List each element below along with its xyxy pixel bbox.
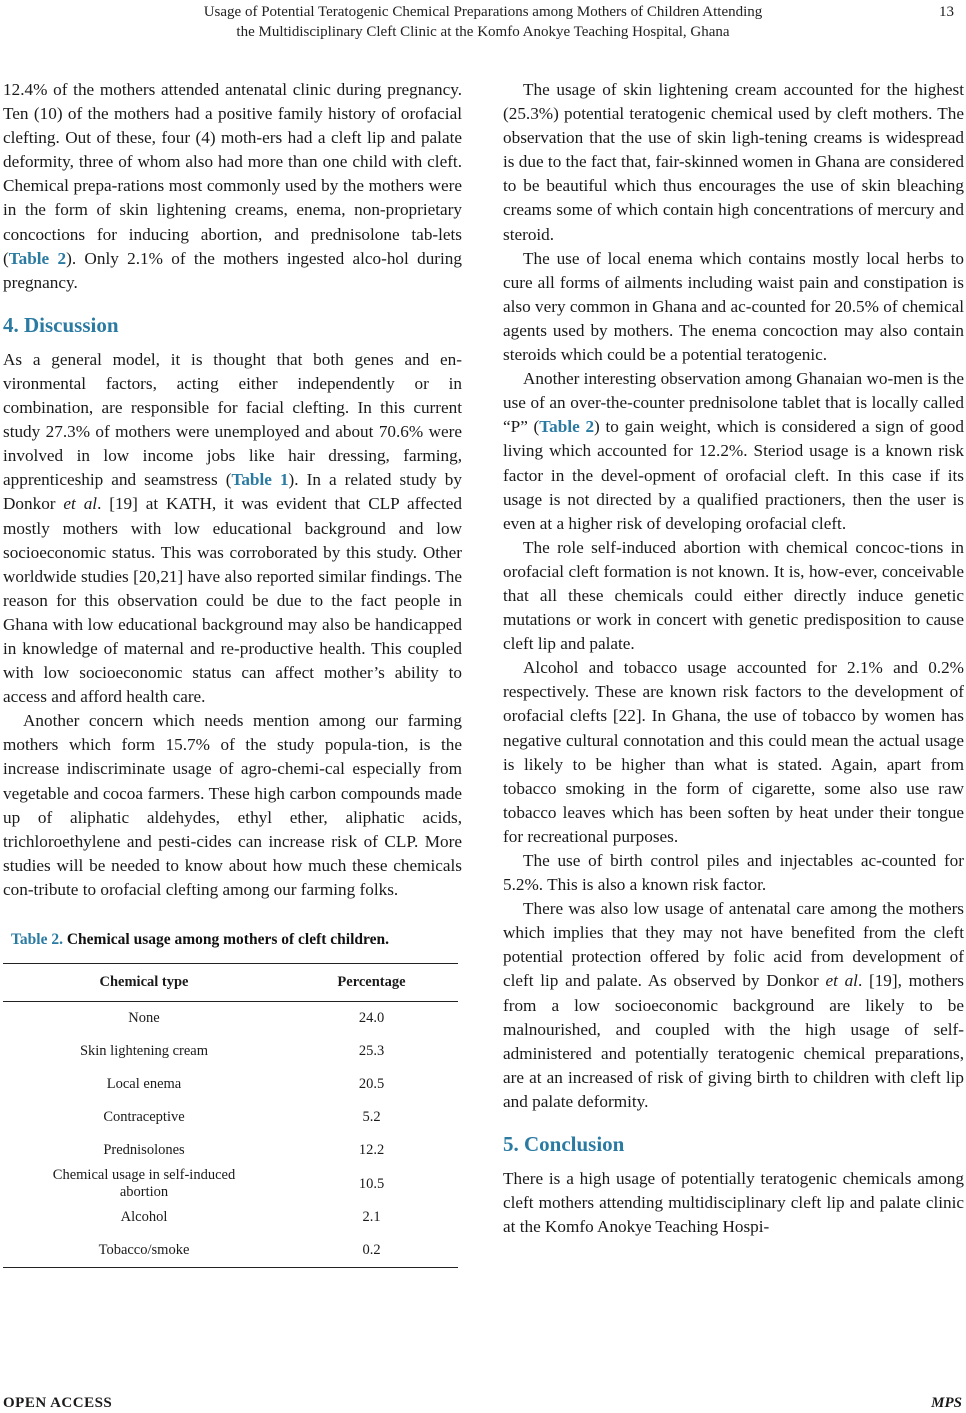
- table-row: [3, 1035, 458, 1068]
- table-caption: [3, 930, 462, 950]
- table-cell: 0.2: [362, 1242, 381, 1258]
- text: . [19] at KATH, it was evident that CLP affected mostly mothers with low educational background and low socioeconomic status. This was corroborated by this study. Other worldwide studies [20,21] have also reported similar findings. The reason for this observation could be due to the fact people in Ghana with low educational background may also be handicapped in knowledge of maternal and re-productive health. This coupled with low socioeconomic status can affect mother’s ability to access and afford health care.: [3, 494, 462, 707]
- paragraph: [503, 897, 964, 1114]
- chemical-usage-table: [3, 963, 458, 1268]
- paragraph: There is a high usage of potentially teratogenic chemicals among cleft mothers attending multidisciplinary cleft lip and palate clinic at the Komfo Anokye Teaching Hospi-: [503, 1169, 964, 1237]
- table-cell: Skin lightening cream: [79, 1043, 209, 1059]
- paragraph: The use of birth control piles and injectables ac-counted for 5.2%. This is also a known risk factor.: [503, 851, 964, 895]
- text: ) to gain weight, which is considered a sign of good living which accounted for 12.2%. Steriod usage is a known risk factor in the devel-opment of orofacial cleft. In this case if its usage is not directed by a qualified practioners, then the user is even at a higher risk of developing orofacial cleft.: [503, 417, 964, 533]
- table-cell: Alcohol: [120, 1209, 168, 1225]
- running-title-line1: Usage of Potential Teratogenic Chemical Preparations among Mothers of Children Attending: [203, 4, 763, 20]
- table-1-link[interactable]: Table 1: [231, 470, 289, 490]
- table-cell: 25.3: [358, 1043, 385, 1059]
- table-cell: Local enema: [106, 1076, 182, 1092]
- table-row: [3, 1068, 458, 1101]
- text: Another interesting observation among Ghanaian wo-men is the use of an over-the-counter prednisolone tablet that is locally called “P” (: [503, 369, 964, 437]
- paragraph: Alcohol and tobacco usage accounted for 2.1% and 0.2% respectively. These are known risk factors to the development of orofacial clefts [22]. In Ghana, the use of tobacco by women has negative cultural connotation and this could mean the actual usage is likely to be higher than what is stated. Again, apart from tobacco smoking in the form of cigarette, some also use raw tobacco leaves which has been soften by heat under their tongue for recreational purposes.: [503, 658, 964, 846]
- table-cell: 12.2: [358, 1142, 385, 1158]
- paragraph: The role self-induced abortion with chemical concoc-tions in orofacial cleft formation is not known. It is, how-ever, conceivable that all these chemicals could either directly induce genetic mutations or work in concert with genetic predisposition to cause cleft lip and palate.: [503, 537, 964, 654]
- text: ). In a related study by Donkor: [3, 470, 462, 514]
- table-2-link[interactable]: Table 2: [8, 248, 67, 268]
- running-title: [120, 2, 846, 42]
- text: As a general model, it is thought that both genes and en-vironmental factors, acting either independently or in combination, are responsible for facial clefting. In this current study 27.3% of mothers were unemployed and about 70.6% were involved in low income jobs like hair dressing, farming, apprenticeship and seamstress (: [3, 349, 462, 490]
- journal-abbrev: MPS: [931, 1395, 962, 1411]
- et-al: et al: [825, 971, 858, 991]
- table-cell: Prednisolones: [103, 1142, 185, 1158]
- table-cell: 20.5: [358, 1076, 385, 1092]
- paragraph: The use of local enema which contains mostly local herbs to cure all forms of ailments including waist pain and constipation is also very common in Ghana and ac-counted for 20.5% of chemical agents used by mothers. The enema concoction may also contain steroids which could be a potential teratogenic.: [503, 248, 964, 365]
- table-label: Table 2.: [11, 931, 63, 948]
- section-heading-discussion: 4. Discussion: [3, 312, 119, 337]
- table-row: [3, 1134, 458, 1167]
- paragraph: The usage of skin lightening cream accounted for the highest (25.3%) potential teratogenic chemical used by cleft mothers. The observation that the use of skin ligh-tening creams is widespread is due to the fact that, fair-skinned women in Ghana are considered to be beautiful which thus encourages the use of skin bleaching creams some of which contain high concentrations of mercury and steroid.: [503, 80, 964, 244]
- table-cell: Chemical usage in self-induced abortion: [52, 1167, 236, 1200]
- table-cell: 10.5: [358, 1175, 385, 1192]
- text: . [19], mothers from a low socioeconomic background are likely to be malnourished, and coupled with the high usage of self-administered and potentially teratogenic chemical preparations, are at an increased of risk of giving birth to children with cleft lip and palate deformity.: [503, 971, 964, 1111]
- text: 12.4% of the mothers attended antenatal clinic during pregnancy. Ten (10) of the mothers had a positive family history of orofacial clefting. Out of these, four (4) moth-ers had a cleft lip and palate deformity, three of whom also had more than one child with cleft. Chemical prepa-rations most commonly used by the mothers were in the form of skin lightening creams, enema, non-proprietary concoctions for inducing abortion, and prednisolone tab-lets (: [3, 80, 462, 268]
- table-cell: 24.0: [358, 1010, 385, 1026]
- text: There was also low usage of antenatal care among the mothers which implies that they may not have benefited from the cleft potential protection offered by folic acid from development of cleft lip and palate. As observed by Donkor: [503, 899, 964, 991]
- text: ). Only 2.1% of the mothers ingested alco-hol during pregnancy.: [3, 248, 462, 292]
- running-title-line2: the Multidisciplinary Cleft Clinic at the Komfo Anokye Teaching Hospital, Ghana: [236, 24, 730, 40]
- paragraph: [3, 348, 462, 709]
- table-row: [3, 1201, 458, 1234]
- left-column: [3, 78, 462, 1268]
- column-header: Chemical type: [3, 964, 285, 1002]
- table-title: Chemical usage among mothers of cleft children.: [66, 931, 390, 948]
- table-row: [3, 1234, 458, 1268]
- table-cell: Contraceptive: [103, 1109, 185, 1125]
- table-2-link[interactable]: Table 2: [539, 417, 595, 437]
- column-header: Percentage: [285, 964, 458, 1002]
- et-al: et al: [63, 494, 98, 514]
- section-heading-conclusion: 5. Conclusion: [503, 1132, 625, 1157]
- table-header-row: [3, 964, 458, 1002]
- table-cell: 5.2: [362, 1109, 381, 1125]
- open-access-label: OPEN ACCESS: [3, 1395, 113, 1411]
- page-number: 13: [939, 4, 954, 20]
- paragraph: Another concern which needs mention among our farming mothers which form 15.7% of the study popula-tion, is the increase indiscriminate usage of agro-chemi-cal especially from vegetable and cocoa farmers. These high carbon compounds made up of aliphatic aldehydes, ethyl ether, aliphatic acids, trichloroethylene and pesti-cides can increase risk of CLP. More studies will be needed to know about how much these chemicals con-tribute to orofacial clefting among our farming folks.: [3, 711, 462, 899]
- table-row: [3, 1002, 458, 1036]
- right-column: [503, 78, 964, 1239]
- table-row: [3, 1167, 458, 1201]
- table-cell: Tobacco/smoke: [98, 1242, 190, 1258]
- paragraph: [503, 367, 964, 536]
- table-cell: 2.1: [362, 1209, 381, 1225]
- table-cell: None: [128, 1010, 160, 1026]
- table-row: [3, 1101, 458, 1134]
- paragraph: [3, 78, 462, 295]
